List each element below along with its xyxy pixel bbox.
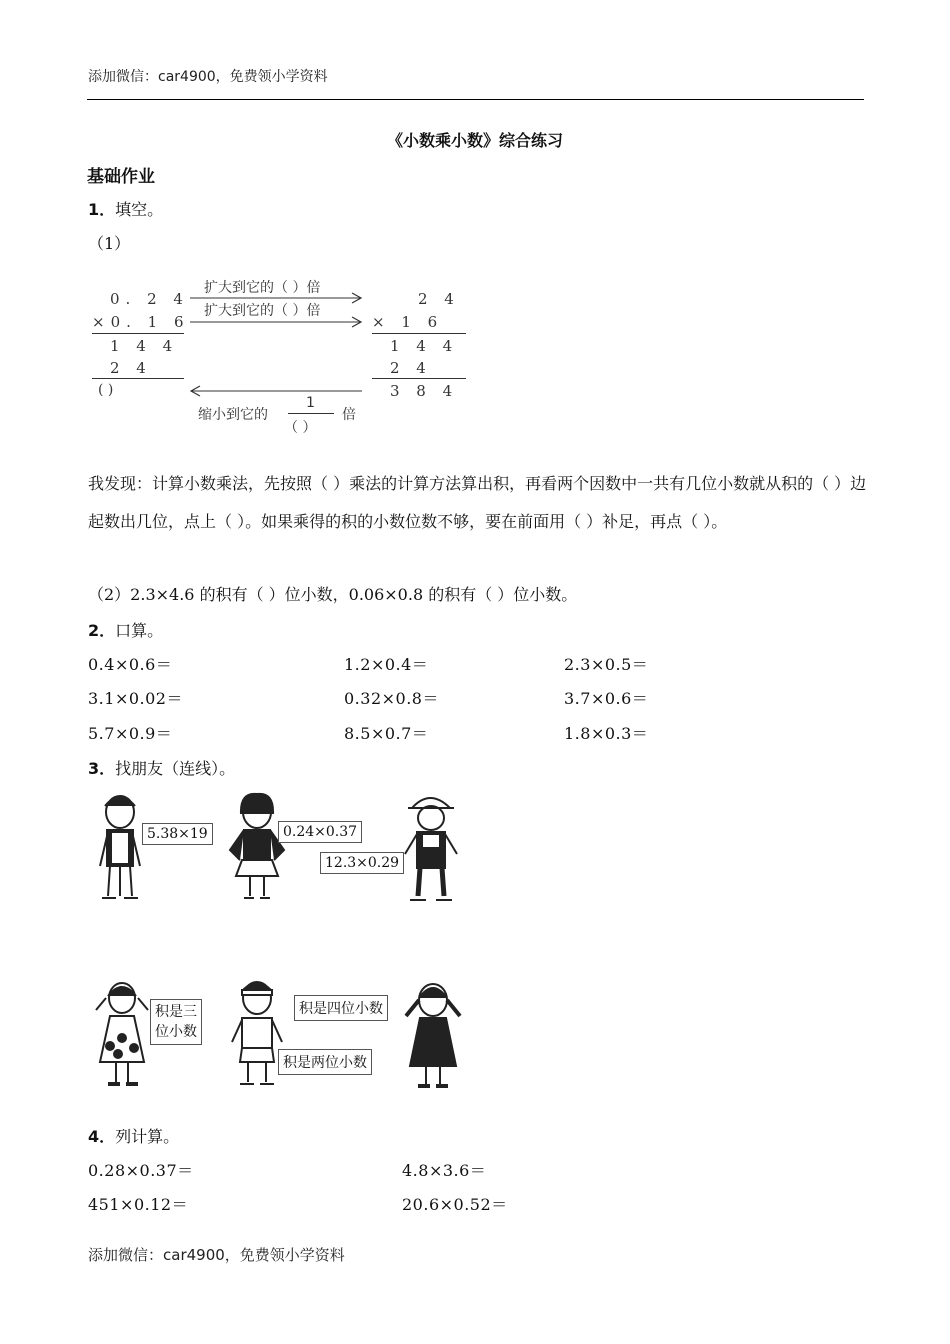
diagram-left-factor2: ×0. 1 6 [92,313,190,331]
diagram-left-partial1: 1 4 4 [110,337,179,355]
card-bottom-1[interactable] [150,999,202,1045]
diagram-left-line1 [92,333,184,334]
q2-number: 2． [88,621,116,640]
q2-item: 5.7×0.9＝ [88,724,173,743]
q1-part2: （2）2.3×4.6 的积有（ ）位小数，0.06×0.8 的积有（ ）位小数。 [88,585,578,604]
arrow-right-2 [190,316,366,328]
q4-number: 4． [88,1127,116,1146]
diagram-left-result: ( ) [98,382,114,398]
header-divider [87,99,864,100]
diagram-right-line1 [372,333,466,334]
q2-heading [88,618,163,641]
card-top-3[interactable]: 12.3×0.29 [320,852,404,874]
diagram-right-result: 3 8 4 [390,382,459,400]
kid-illustration-girl-1 [226,790,288,904]
kid-illustration-girl-pigtails [400,976,466,1094]
q3-heading [88,756,235,779]
card-bottom-2[interactable]: 积是四位小数 [294,995,388,1021]
q1-part1-label: （1） [88,234,131,253]
q4-item: 451×0.12＝ [88,1195,189,1214]
page-header: 添加微信：car4900，免费领小学资料 [88,69,328,85]
diagram-right-partial2: 2 4 [390,359,432,377]
diagram-right-factor1: 2 4 [418,290,460,308]
q4-item: 0.28×0.37＝ [88,1161,194,1180]
q2-item: 1.8×0.3＝ [564,724,649,743]
kid-illustration-boy-1 [92,788,152,906]
arrow2-label: 扩大到它的（ ）倍 [204,303,321,319]
q4-item: 20.6×0.52＝ [402,1195,508,1214]
diagram-right-partial1: 1 4 4 [390,337,459,355]
card-top-2[interactable]: 0.24×0.37 [278,821,362,843]
q1-heading [88,197,163,220]
fraction-denominator: （ ） [284,420,317,436]
card-bottom-1-line2: 位小数 [155,1024,197,1040]
arrow-left-shrink [188,385,364,397]
q4-label: 列计算。 [115,1127,180,1146]
q2-item: 8.5×0.7＝ [344,724,429,743]
q4-item: 4.8×3.6＝ [402,1161,487,1180]
card-bottom-3[interactable]: 积是两位小数 [278,1049,372,1075]
card-bottom-1-line1: 积是三 [155,1004,197,1020]
diagram-left-partial2: 2 4 [110,359,152,377]
page-footer: 添加微信：car4900，免费领小学资料 [88,1246,345,1264]
q2-item: 0.4×0.6＝ [88,655,173,674]
section-heading: 基础作业 [87,167,155,187]
diagram-left-line2 [92,378,184,379]
shrink-label: 缩小到它的 [198,407,268,423]
diagram-right-factor2: × 1 6 [372,313,444,331]
page-title: 《小数乘小数》综合练习 [386,131,563,150]
q2-label: 口算。 [115,621,164,640]
q2-item: 3.1×0.02＝ [88,689,183,708]
kid-illustration-boy-headband [226,976,288,1094]
fraction-numerator: 1 [306,395,315,411]
q3-label: 找朋友（连线）。 [115,759,236,778]
card-top-1[interactable]: 5.38×19 [142,823,213,845]
shrink-suffix: 倍 [342,407,356,423]
q3-number: 3． [88,759,116,778]
kid-illustration-boy-hat [400,790,462,906]
diagram-right-line2 [372,378,466,379]
q4-heading [88,1124,179,1147]
q2-item: 3.7×0.6＝ [564,689,649,708]
q1-label: 填空。 [115,200,164,219]
arrow1-label: 扩大到它的（ ）倍 [204,280,321,296]
q2-item: 2.3×0.5＝ [564,655,649,674]
q2-item: 0.32×0.8＝ [344,689,439,708]
q1-number: 1． [88,200,116,219]
fraction-bar [288,413,334,414]
diagram-left-factor1: 0. 2 4 [110,290,189,308]
q1-discover-text: 我发现：计算小数乘法，先按照（ ）乘法的计算方法算出积，再看两个因数中一共有几位小数就从积的（ ）边起数出几位，点上（ ）。如果乘得的积的小数位数不够，要在前面用（ ）补足，再点（ ）。 [88,474,867,531]
kid-illustration-girl-dots [92,976,152,1094]
q2-item: 1.2×0.4＝ [344,655,429,674]
